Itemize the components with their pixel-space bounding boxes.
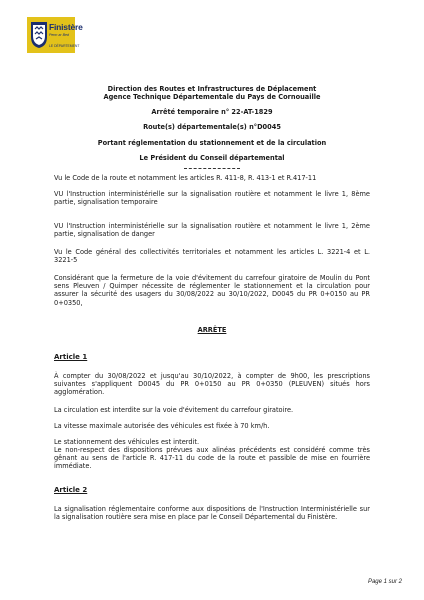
arrete-number: Arrêté temporaire n° 22-AT-1829: [151, 108, 273, 116]
route-number: Route(s) départementale(s) n°D0045: [143, 123, 281, 131]
article-2-paragraph-1: La signalisation réglementaire conforme aux dispositions de l'Instruction Interministérielle sur la signalisation routière sera mise en place par le Conseil Départemental du Finistère.: [54, 505, 370, 522]
visa-instruction-temporaire: VU l'Instruction interministérielle sur la signalisation routière et notamment le livre 1, 8ème partie, signalisation temporaire: [54, 190, 370, 207]
logo-brand: Finistère: [49, 22, 83, 32]
president-title: Le Président du Conseil départemental: [139, 154, 285, 162]
agence-title: Agence Technique Départementale du Pays de Cornouaille: [103, 93, 321, 101]
objet-title: Portant réglementation du stationnement et de la circulation: [97, 139, 327, 147]
visa-instruction-danger: VU l'Instruction interministérielle sur la signalisation routière et notamment le livre 1, 2ème partie, signalisation de danger: [54, 222, 370, 239]
article-1-paragraph-2: La circulation est interdite sur la voie d'évitement du carrefour giratoire.: [54, 406, 294, 414]
article-1-paragraph-4b: Le non-respect des dispositions prévues aux alinéas précédents est considéré comme très gênant au sens de l'article R. 417-11 du code de la route et passible de mise en fourrière immédiate.: [54, 446, 370, 471]
visa-cgct: Vu le Code général des collectivités territoriales et notamment les articles L. 3221-4 et L. 3221-5: [54, 248, 370, 265]
arrete-heading: ARRÊTE: [197, 326, 227, 334]
visa-code-route: Vu le Code de la route et notamment les articles R. 411-8, R. 413-1 et R.417-11: [54, 174, 317, 182]
article-1-paragraph-4a: Le stationnement des véhicules est interdit.: [54, 438, 200, 446]
article-1-paragraph-1: À compter du 30/08/2022 et jusqu'au 30/10/2022, à compter de 9h00, les prescriptions suivantes s'appliquent D0045 du PR 0+0150 au PR 0+0350 (PLEUVEN) situés hors agglomération.: [54, 372, 370, 397]
article-2-title: Article 2: [54, 486, 88, 494]
shield-icon: [30, 21, 48, 49]
logo-department: LE DÉPARTEMENT: [49, 44, 80, 48]
separator-line: [184, 168, 240, 169]
direction-title: Direction des Routes et Infrastructures de Déplacement: [107, 85, 317, 93]
finistere-logo: [27, 17, 83, 53]
page-number: Page 1 sur 2: [367, 579, 402, 585]
considerant: Considérant que la fermeture de la voie d'évitement du carrefour giratoire de Moulin du Pont sens Pleuven / Quimper nécessite de réglementer le stationnement et la circulation pour assurer la sécurité des usagers du 30/08/2022 au 30/10/2022, D0045 du PR 0+0150 au PR 0+0350,: [54, 274, 370, 307]
article-1-paragraph-3: La vitesse maximale autorisée des véhicules est fixée à 70 km/h.: [54, 422, 270, 430]
logo-tagline: Penn ar Bed: [49, 33, 69, 37]
article-1-title: Article 1: [54, 353, 88, 361]
